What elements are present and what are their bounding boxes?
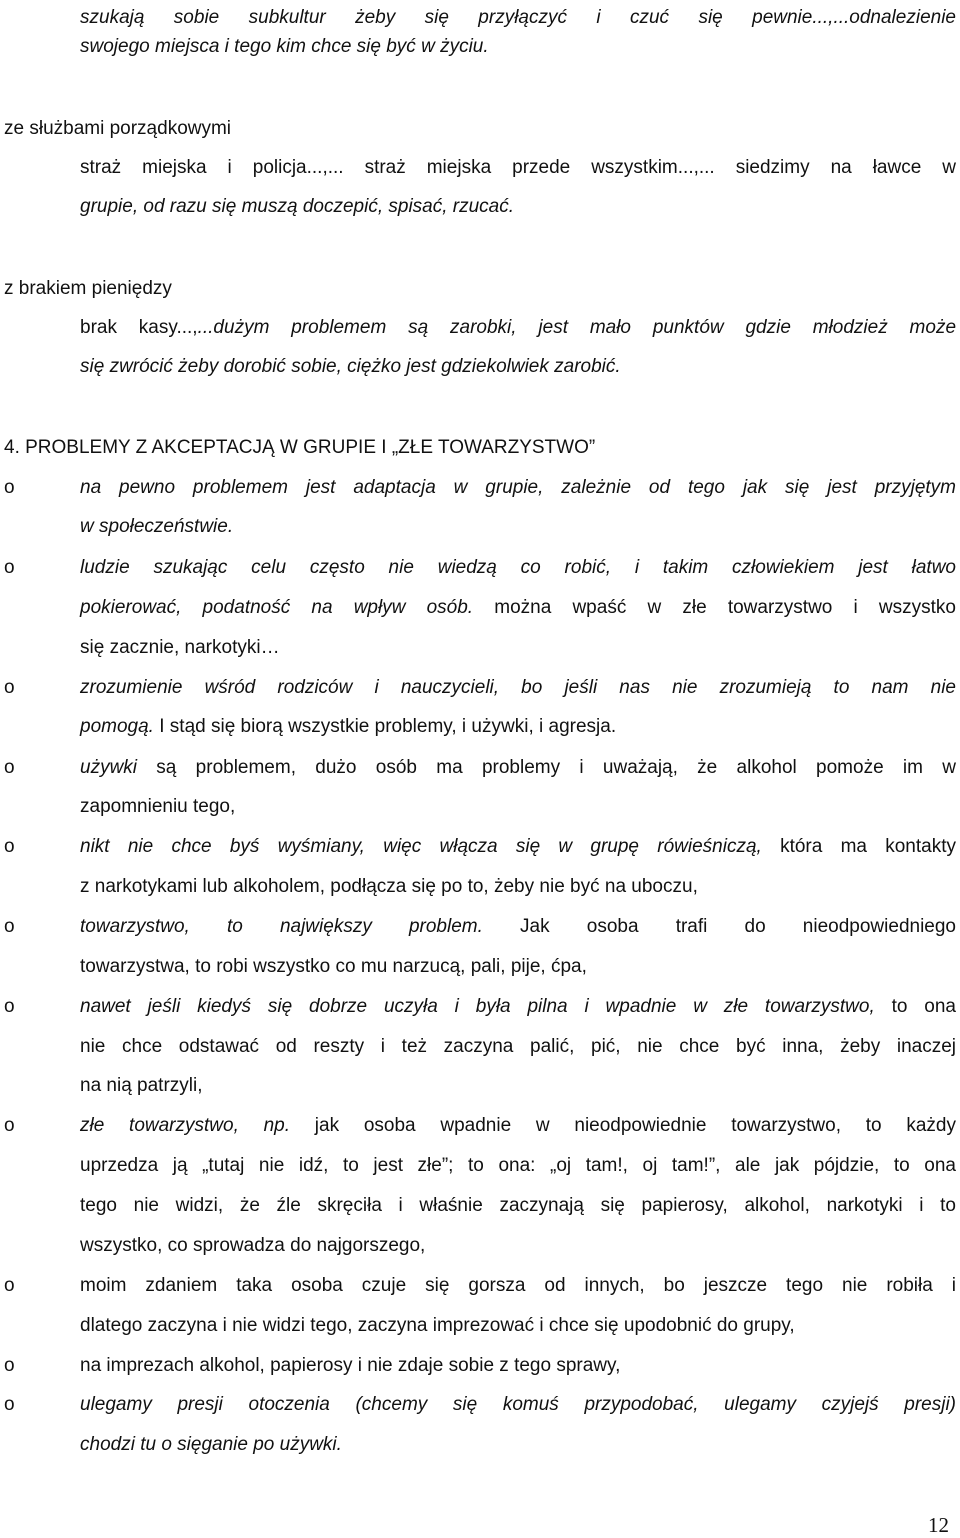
bullet-marker: o bbox=[4, 1394, 15, 1415]
item-3-line-1: zrozumienie wśród rodziców i nauczycieli, bo jeśli nas nie zrozumieją to nam nie bbox=[80, 677, 956, 698]
item-6-line-1 bbox=[80, 912, 956, 942]
item-4-line-1 bbox=[80, 753, 956, 783]
bullet-marker: o bbox=[4, 757, 15, 778]
item-9-line-1: moim zdaniem taka osoba czuje się gorsza od innych, bo jeszcze tego nie robiła i bbox=[80, 1275, 956, 1296]
page-number: 12 bbox=[928, 1513, 949, 1537]
item-4-line-2: zapomnieniu tego, bbox=[80, 796, 236, 817]
item-3-line-2 bbox=[80, 712, 956, 742]
item-1-line-1: na pewno problemem jest adaptacja w grupie, zależnie od tego jak się jest przyjętym bbox=[80, 477, 956, 498]
item-8-line-1-plain: jak osoba wpadnie w nieodpowiednie towarzystwo, to każdy bbox=[290, 1115, 956, 1136]
item-6-line-2: towarzystwa, to robi wszystko co mu narzucą, pali, pije, ćpa, bbox=[80, 956, 587, 977]
bullet-marker: o bbox=[4, 1355, 15, 1376]
item-8-line-1-italic: złe towarzystwo, np. bbox=[80, 1115, 291, 1136]
item-5-line-2: z narkotykami lub alkoholem, podłącza się po to, żeby nie być na uboczu, bbox=[80, 876, 698, 897]
money-heading: z brakiem pieniędzy bbox=[4, 278, 172, 299]
bullet-marker: o bbox=[4, 916, 15, 937]
bullet-marker: o bbox=[4, 677, 15, 698]
bullet-marker: o bbox=[4, 477, 15, 498]
item-7-line-1-plain: to ona bbox=[874, 996, 956, 1017]
intro-line-2: swojego miejsca i tego kim chce się być w życiu. bbox=[80, 36, 489, 57]
item-8-line-1 bbox=[80, 1111, 956, 1141]
police-line-2: grupie, od razu się muszą doczepić, spisać, rzucać. bbox=[80, 196, 515, 217]
item-2-line-1: ludzie szukając celu często nie wiedzą co robić, i takim człowiekiem jest łatwo bbox=[80, 557, 956, 578]
money-line-1 bbox=[80, 313, 956, 343]
item-1-line-2: w społeczeństwie. bbox=[80, 516, 234, 537]
item-11-line-1: ulegamy presji otoczenia (chcemy się komuś przypodobać, ulegamy czyjejś presji) bbox=[80, 1394, 956, 1415]
money-line-1-plain: brak kasy..., bbox=[80, 317, 198, 338]
bullet-marker: o bbox=[4, 996, 15, 1017]
police-heading: ze służbami porządkowymi bbox=[4, 118, 232, 139]
item-7-line-1-italic: nawet jeśli kiedyś się dobrze uczyła i była pilna i wpadnie w złe towarzystwo, bbox=[80, 996, 875, 1017]
item-7-line-2: nie chce odstawać od reszty i też zaczyna palić, pić, nie chce być inna, żeby inaczej bbox=[80, 1036, 956, 1057]
item-2-line-2-plain: można wpaść w złe towarzystwo i wszystko bbox=[473, 597, 956, 618]
item-2-line-3: się zacznie, narkotyki… bbox=[80, 637, 280, 658]
item-5-line-1 bbox=[80, 832, 956, 862]
bullet-marker: o bbox=[4, 836, 15, 857]
item-8-line-2: uprzedza ją „tutaj nie idź, to jest złe”; to ona: „oj tam!, oj tam!”, ale jak pójdzie, to ona bbox=[80, 1155, 956, 1176]
item-10-line-1: na imprezach alkohol, papierosy i nie zdaje sobie z tego sprawy, bbox=[80, 1355, 621, 1376]
item-7-line-3: na nią patrzyli, bbox=[80, 1075, 203, 1096]
item-8-line-4: wszystko, co sprowadza do najgorszego, bbox=[80, 1235, 426, 1256]
bullet-marker: o bbox=[4, 1115, 15, 1136]
item-5-line-1-italic: nikt nie chce byś wyśmiany, więc włącza się w grupę rówieśniczą, bbox=[80, 836, 762, 857]
item-3-line-2-plain: I stąd się biorą wszystkie problemy, i używki, i agresja. bbox=[153, 716, 617, 737]
item-9-line-2: dlatego zaczyna i nie widzi tego, zaczyna imprezować i chce się upodobnić do grupy, bbox=[80, 1315, 795, 1336]
item-3-line-2-italic: pomogą. bbox=[80, 716, 154, 737]
item-5-line-1-plain: która ma kontakty bbox=[761, 836, 956, 857]
section-4-title: 4. PROBLEMY Z AKCEPTACJĄ W GRUPIE I „ZŁE TOWARZYSTWO” bbox=[4, 437, 596, 458]
item-4-line-1-italic: używki bbox=[80, 757, 138, 778]
item-11-line-2: chodzi tu o sięganie po używki. bbox=[80, 1434, 342, 1455]
item-2-line-2-italic: pokierować, podatność na wpływ osób. bbox=[80, 597, 474, 618]
item-6-line-1-plain: Jak osoba trafi do nieodpowiedniego bbox=[482, 916, 956, 937]
item-4-line-1-plain: są problemem, dużo osób ma problemy i uważają, że alkohol pomoże im w bbox=[137, 757, 956, 778]
item-2-line-2 bbox=[80, 593, 956, 623]
item-8-line-3: tego nie widzi, że źle skręciła i właśnie zaczynają się papierosy, alkohol, narkotyki i to bbox=[80, 1195, 956, 1216]
intro-line-1: szukają sobie subkultur żeby się przyłączyć i czuć się pewnie...,...odnalezienie bbox=[80, 7, 956, 28]
money-line-1-italic: ...dużym problemem są zarobki, jest mało punktów gdzie młodzież może bbox=[197, 317, 957, 338]
item-6-line-1-italic: towarzystwo, to największy problem. bbox=[80, 916, 483, 937]
item-7-line-1 bbox=[80, 992, 956, 1022]
bullet-marker: o bbox=[4, 557, 15, 578]
police-line-1: straż miejska i policja...,... straż miejska przede wszystkim...,... siedzimy na ławce w bbox=[80, 157, 956, 178]
money-line-2: się zwrócić żeby dorobić sobie, ciężko jest gdziekolwiek zarobić. bbox=[80, 356, 621, 377]
bullet-marker: o bbox=[4, 1275, 15, 1296]
